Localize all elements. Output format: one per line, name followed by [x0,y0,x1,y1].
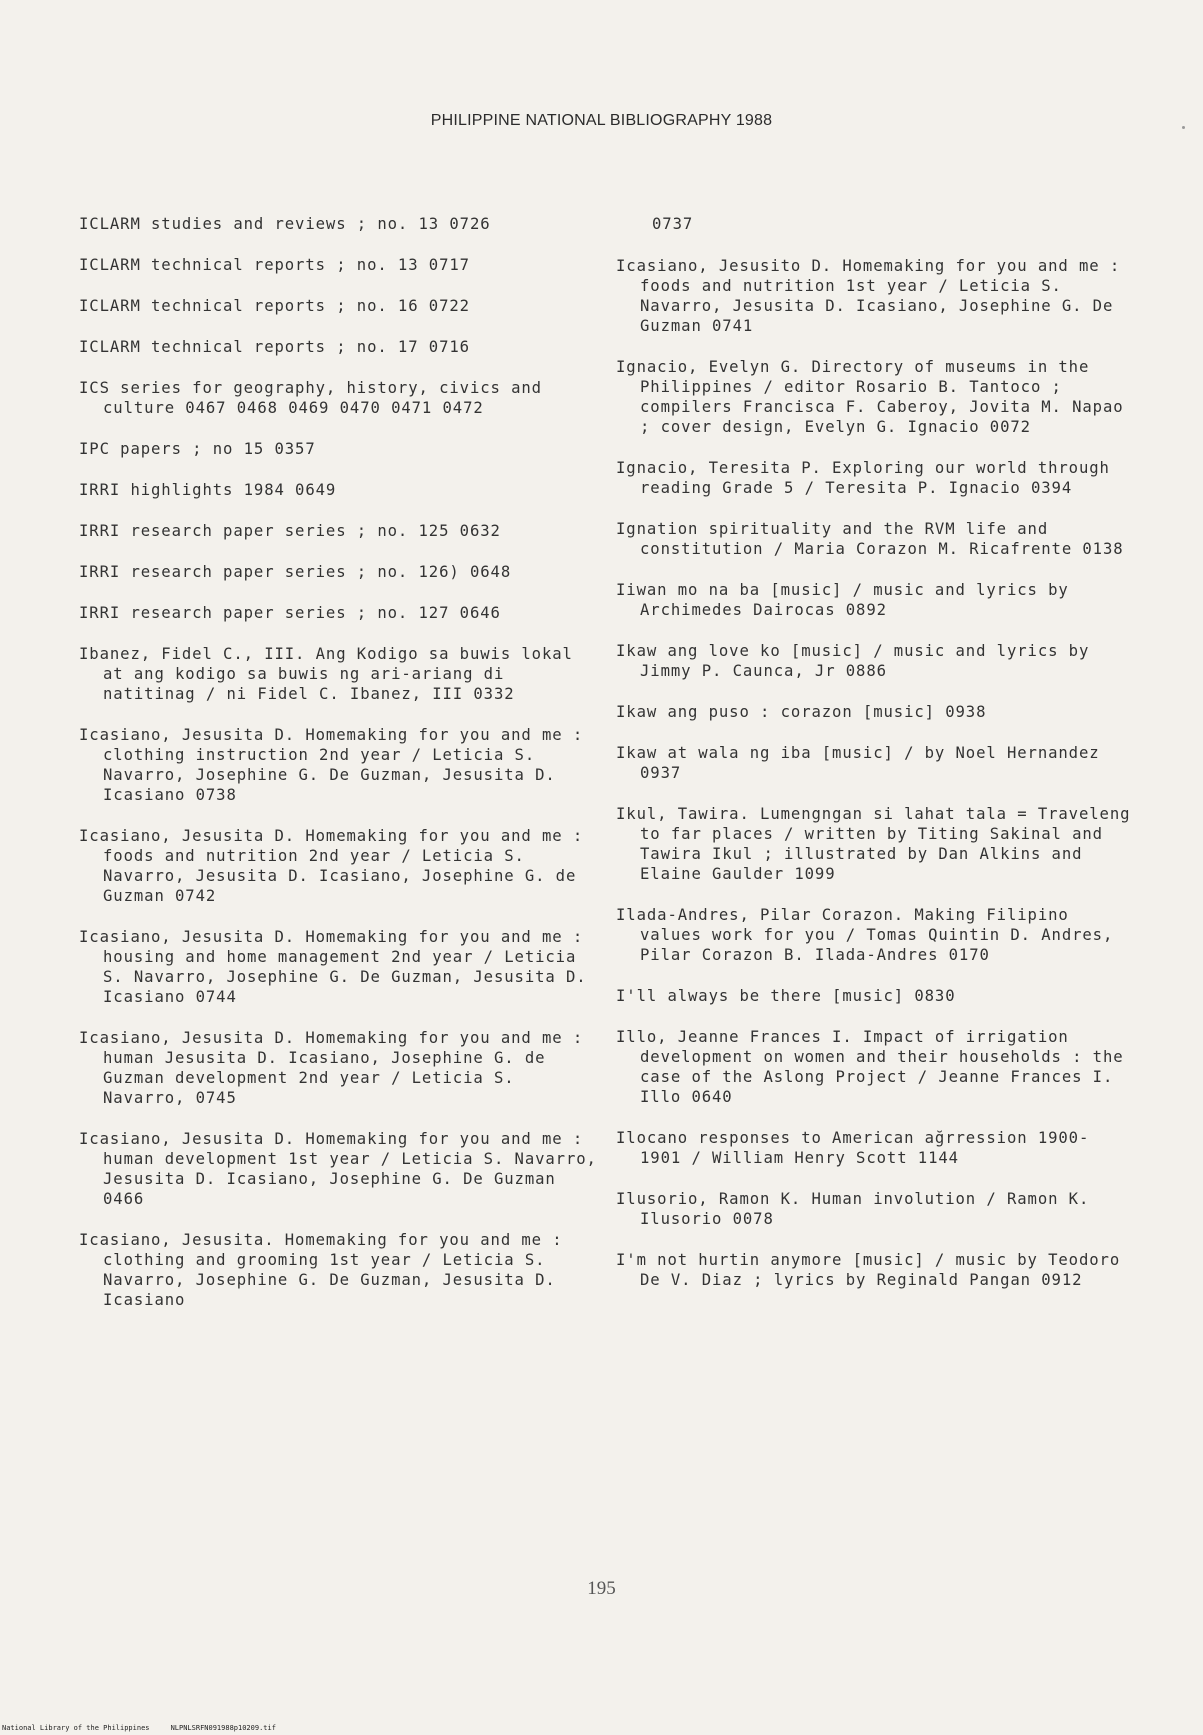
bibliography-entry: Ignacio, Evelyn G. Directory of museums in the Philippines / editor Rosario B. Tantoco ; compilers Francisca F. Caberoy, Jovita M. Napao ; cover design, Evelyn G. Ignacio 0072 [616,358,1124,436]
bibliography-entry: Illo, Jeanne Frances I. Impact of irrigation development on women and their households : the case of the Aslong Project / Jeanne Frances I. Illo 0640 [616,1028,1124,1106]
bibliography-entry: Icasiano, Jesusita. Homemaking for you and me : clothing and grooming 1st year / Leticia S. Navarro, Josephine G. De Guzman, Jesusita D. Icasiano [79,1231,563,1309]
bibliography-entry: Ibanez, Fidel C., III. Ang Kodigo sa buwis lokal at ang kodigo sa buwis ng ari-ariang di natitinag / ni Fidel C. Ibanez, III 0332 [79,645,573,703]
bibliography-entry: ICS series for geography, history, civics and culture 0467 0468 0469 0470 0471 0472 [79,379,542,417]
bibliography-entry: Ikaw at wala ng iba [music] / by Noel Hernandez 0937 [616,744,1100,782]
scan-footer: National Library of the Philippines NLPNLSRFN091988p10209.tif [2,1724,276,1732]
bibliography-entry: Icasiano, Jesusita D. Homemaking for you and me : human development 1st year / Leticia S. Navarro, Jesusita D. Icasiano, Josephine G. De Guzman 0466 [79,1130,597,1208]
page-number: 195 [587,1578,616,1599]
bibliography-entry: Icasiano, Jesusita D. Homemaking for you and me : foods and nutrition 2nd year / Leticia S. Navarro, Jesusita D. Icasiano, Josephine G. de Guzman 0742 [79,827,584,905]
bibliography-entry: Ilusorio, Ramon K. Human involution / Ramon K. Ilusorio 0078 [616,1190,1090,1228]
bibliography-entry: IRRI highlights 1984 0649 [79,481,337,499]
bibliography-entry: IRRI research paper series ; no. 125 0632 [79,522,501,540]
right-column [616,214,1136,1311]
bibliography-entry: Iiwan mo na ba [music] / music and lyrics by Archimedes Dairocas 0892 [616,581,1069,619]
bibliography-entry: Icasiano, Jesusito D. Homemaking for you and me : foods and nutrition 1st year / Leticia S. Navarro, Jesusita D. Icasiano, Josephine G. De Guzman 0741 [616,257,1121,335]
bibliography-entry: Ignation spirituality and the RVM life and constitution / Maria Corazon M. Ricafrente 0138 [616,520,1124,558]
bibliography-entry: ICLARM studies and reviews ; no. 13 0726 [79,215,491,233]
bibliography-entry: Ikul, Tawira. Lumengngan si lahat tala = Traveleng to far places / written by Titing Sakinal and Tawira Ikul ; illustrated by Dan Alkins and Elaine Gaulder 1099 [616,805,1131,883]
bibliography-entry: IPC papers ; no 15 0357 [79,440,316,458]
bibliography-entry: IRRI research paper series ; no. 126) 0648 [79,563,512,581]
left-column [79,214,599,1331]
bibliography-entry: I'll always be there [music] 0830 [616,987,956,1005]
bibliography-entry: I'm not hurtin anymore [music] / music by Teodoro De V. Diaz ; lyrics by Reginald Pangan 0912 [616,1251,1121,1289]
bibliography-entry: Ikaw ang puso : corazon [music] 0938 [616,703,987,721]
page-title: PHILIPPINE NATIONAL BIBLIOGRAPHY 1988 [430,112,773,129]
continuation-number: 0737 [652,215,694,233]
bibliography-entry: Ilada-Andres, Pilar Corazon. Making Filipino values work for you / Tomas Quintin D. Andres, Pilar Corazon B. Ilada-Andres 0170 [616,906,1114,964]
bibliography-entry: ICLARM technical reports ; no. 13 0717 [79,256,470,274]
bibliography-entry: Icasiano, Jesusita D. Homemaking for you and me : clothing instruction 2nd year / Leticia S. Navarro, Josephine G. De Guzman, Jesusita D. Icasiano 0738 [79,726,584,804]
bibliography-entry: Ilocano responses to American ağrression 1900- 1901 / William Henry Scott 1144 [616,1129,1090,1167]
bibliography-entry: ICLARM technical reports ; no. 16 0722 [79,297,470,315]
bibliography-entry: IRRI research paper series ; no. 127 0646 [79,604,501,622]
scan-speck [1182,126,1185,129]
bibliography-entry: Icasiano, Jesusita D. Homemaking for you and me : human Jesusita D. Icasiano, Josephine G. de Guzman development 2nd year / Leticia S. Navarro, 0745 [79,1029,584,1107]
bibliography-entry: Icasiano, Jesusita D. Homemaking for you and me : housing and home management 2nd year / Leticia S. Navarro, Josephine G. De Guzman, Jesusita D. Icasiano 0744 [79,928,587,1006]
bibliography-entry: Ikaw ang love ko [music] / music and lyrics by Jimmy P. Caunca, Jr 0886 [616,642,1090,680]
bibliography-entry: Ignacio, Teresita P. Exploring our world through reading Grade 5 / Teresita P. Ignacio 0394 [616,459,1110,497]
bibliography-entry: ICLARM technical reports ; no. 17 0716 [79,338,470,356]
